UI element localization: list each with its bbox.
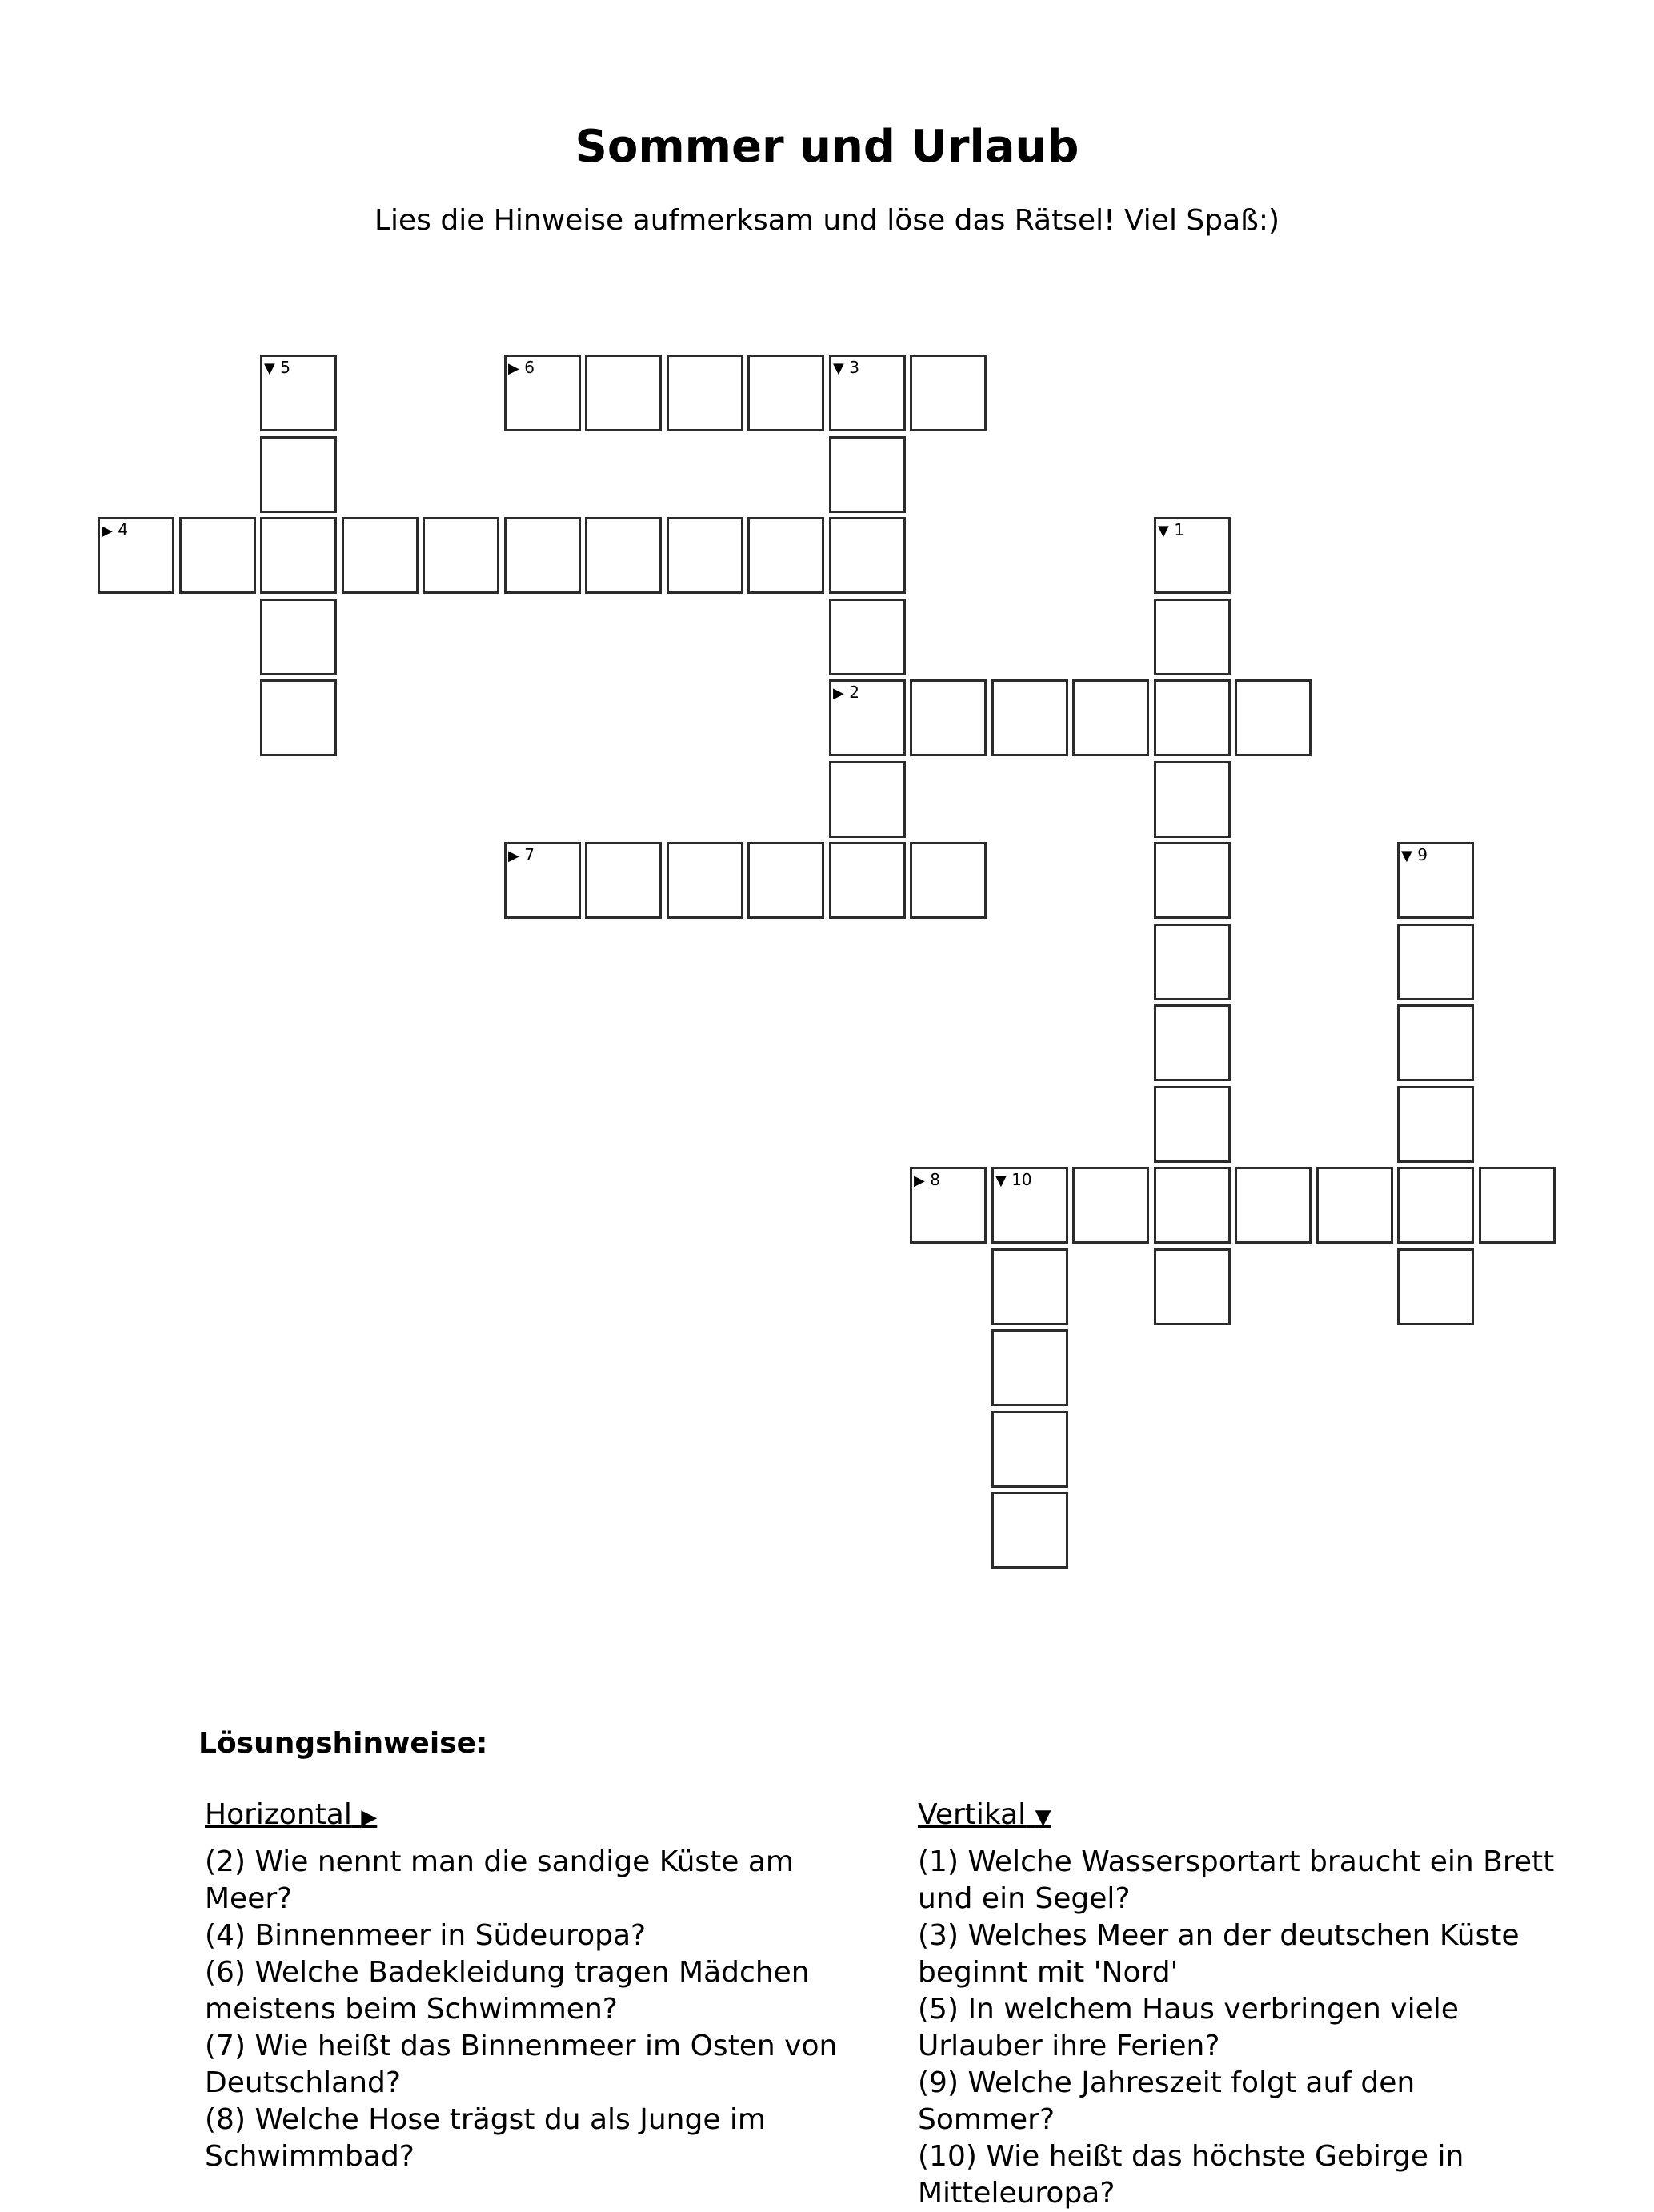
crossword-cell[interactable] xyxy=(1235,1167,1312,1244)
clue-across-4: (4) Binnenmeer in Südeuropa? xyxy=(205,1919,647,1952)
crossword-cell[interactable] xyxy=(585,842,662,919)
crossword-cell[interactable] xyxy=(667,355,743,431)
arrow-down-icon: ▼ xyxy=(1035,1805,1051,1829)
arrow-right-icon: ▶ xyxy=(102,523,113,539)
crossword-cell[interactable] xyxy=(1154,599,1231,675)
crossword-cell[interactable] xyxy=(1154,761,1231,838)
crossword-cell[interactable] xyxy=(1397,1248,1474,1325)
crossword-cell[interactable] xyxy=(910,679,987,756)
crossword-cell[interactable] xyxy=(1154,924,1231,1000)
arrow-down-icon: ▼ xyxy=(264,360,275,377)
crossword-cell[interactable] xyxy=(910,355,987,431)
crossword-cell[interactable] xyxy=(1316,1167,1393,1244)
arrow-right-icon: ▶ xyxy=(508,848,519,864)
crossword-cell[interactable] xyxy=(504,842,581,919)
clue-across-7: (7) Wie heißt das Binnenmeer im Osten von Deutschland? xyxy=(205,2030,838,2099)
vertical-heading xyxy=(918,1797,1558,1836)
clue-number-label: 10 xyxy=(1006,1170,1032,1189)
vertical-clues xyxy=(918,1797,1558,2212)
horizontal-clues xyxy=(205,1797,877,2175)
crossword-cell[interactable] xyxy=(829,679,906,756)
crossword-cell[interactable] xyxy=(1479,1167,1556,1244)
crossword-cell[interactable] xyxy=(1154,1086,1231,1163)
crossword-cell[interactable] xyxy=(179,517,256,594)
crossword-cell[interactable] xyxy=(260,517,337,594)
crossword-cell[interactable] xyxy=(829,842,906,919)
crossword-cell[interactable] xyxy=(585,517,662,594)
crossword-cell[interactable] xyxy=(260,355,337,431)
clue-across-2: (2) Wie nennt man die sandige Küste am Meer? xyxy=(205,1845,794,1915)
crossword-cell[interactable] xyxy=(991,1248,1068,1325)
crossword-cell[interactable] xyxy=(1154,679,1231,756)
clue-number-label: 8 xyxy=(924,1170,940,1189)
crossword-cell[interactable] xyxy=(829,599,906,675)
crossword-cell[interactable] xyxy=(829,517,906,594)
clue-number-2 xyxy=(833,683,859,703)
arrow-down-icon: ▼ xyxy=(1158,523,1169,539)
horizontal-heading xyxy=(205,1797,877,1836)
crossword-cell[interactable] xyxy=(1397,842,1474,919)
crossword-cell[interactable] xyxy=(747,355,824,431)
page-subtitle: Lies die Hinweise aufmerksam und löse das Rätsel! Viel Spaß:) xyxy=(374,204,1280,237)
clue-across-6: (6) Welche Badekleidung tragen Mädchen meistens beim Schwimmen? xyxy=(205,1956,810,2026)
crossword-cell[interactable] xyxy=(667,517,743,594)
arrow-down-icon: ▼ xyxy=(995,1172,1007,1189)
crossword-cell[interactable] xyxy=(1154,1004,1231,1081)
crossword-cell[interactable] xyxy=(667,842,743,919)
clue-number-9 xyxy=(1401,846,1428,865)
crossword-cell[interactable] xyxy=(991,1167,1068,1244)
clue-number-3 xyxy=(833,359,859,378)
crossword-cell[interactable] xyxy=(342,517,419,594)
arrow-right-icon: ▶ xyxy=(833,685,844,702)
crossword-cell[interactable] xyxy=(1397,1004,1474,1081)
crossword-cell[interactable] xyxy=(1154,842,1231,919)
crossword-cell[interactable] xyxy=(1397,924,1474,1000)
crossword-cell[interactable] xyxy=(991,1329,1068,1406)
clue-number-1 xyxy=(1158,521,1184,540)
crossword-cell[interactable] xyxy=(910,842,987,919)
crossword-cell[interactable] xyxy=(504,355,581,431)
hints-heading: Lösungshinweise: xyxy=(198,1727,488,1760)
arrow-down-icon: ▼ xyxy=(833,360,844,377)
crossword-cell[interactable] xyxy=(585,355,662,431)
clue-number-label: 6 xyxy=(519,358,535,377)
clue-number-label: 9 xyxy=(1412,845,1428,864)
clue-number-8 xyxy=(914,1171,940,1190)
crossword-cell[interactable] xyxy=(504,517,581,594)
clue-down-3: (3) Welches Meer an der deutschen Küste beginnt mit 'Nord' xyxy=(918,1919,1520,1989)
crossword-cell[interactable] xyxy=(260,436,337,513)
crossword-cell[interactable] xyxy=(1235,679,1312,756)
crossword-cell[interactable] xyxy=(98,517,174,594)
arrow-right-icon: ▶ xyxy=(508,360,519,377)
horizontal-heading-label: Horizontal xyxy=(205,1798,352,1831)
clue-number-4 xyxy=(102,521,128,540)
crossword-cell[interactable] xyxy=(1154,517,1231,594)
crossword-cell[interactable] xyxy=(1072,679,1149,756)
crossword-cell[interactable] xyxy=(1397,1167,1474,1244)
arrow-down-icon: ▼ xyxy=(1401,848,1412,864)
clue-number-7 xyxy=(508,846,535,865)
crossword-cell[interactable] xyxy=(1072,1167,1149,1244)
crossword-cell[interactable] xyxy=(1154,1167,1231,1244)
clue-number-label: 4 xyxy=(112,520,128,539)
clue-number-label: 3 xyxy=(843,358,859,377)
arrow-right-icon: ▶ xyxy=(361,1805,378,1829)
crossword-cell[interactable] xyxy=(829,355,906,431)
crossword-cell[interactable] xyxy=(747,842,824,919)
vertical-heading-label: Vertikal xyxy=(918,1798,1027,1831)
clue-across-8: (8) Welche Hose trägst du als Junge im Schwimmbad? xyxy=(205,2103,766,2173)
clue-number-label: 5 xyxy=(274,358,290,377)
crossword-cell[interactable] xyxy=(991,1492,1068,1569)
crossword-cell[interactable] xyxy=(991,679,1068,756)
crossword-cell[interactable] xyxy=(829,436,906,513)
crossword-cell[interactable] xyxy=(1397,1086,1474,1163)
clue-down-5: (5) In welchem Haus verbringen viele Urlauber ihre Ferien? xyxy=(918,1993,1459,2062)
clue-number-label: 2 xyxy=(843,683,859,702)
arrow-right-icon: ▶ xyxy=(914,1172,925,1189)
clue-down-10: (10) Wie heißt das höchste Gebirge in Mitteleuropa? xyxy=(918,2140,1464,2210)
crossword-cell[interactable] xyxy=(829,761,906,838)
crossword-cell[interactable] xyxy=(260,679,337,756)
clue-number-6 xyxy=(508,359,535,378)
page-title: Sommer und Urlaub xyxy=(575,121,1079,173)
crossword-cell[interactable] xyxy=(260,599,337,675)
crossword-cell[interactable] xyxy=(423,517,499,594)
clue-number-5 xyxy=(264,359,290,378)
crossword-cell[interactable] xyxy=(991,1411,1068,1488)
clue-number-label: 7 xyxy=(519,845,535,864)
clue-number-label: 1 xyxy=(1168,520,1184,539)
crossword-cell[interactable] xyxy=(1154,1248,1231,1325)
clue-down-9: (9) Welche Jahreszeit folgt auf den Sommer? xyxy=(918,2066,1416,2136)
clue-down-1: (1) Welche Wassersportart braucht ein Brett und ein Segel? xyxy=(918,1845,1555,1915)
crossword-cell[interactable] xyxy=(910,1167,987,1244)
clue-number-10 xyxy=(995,1171,1032,1190)
crossword-cell[interactable] xyxy=(747,517,824,594)
